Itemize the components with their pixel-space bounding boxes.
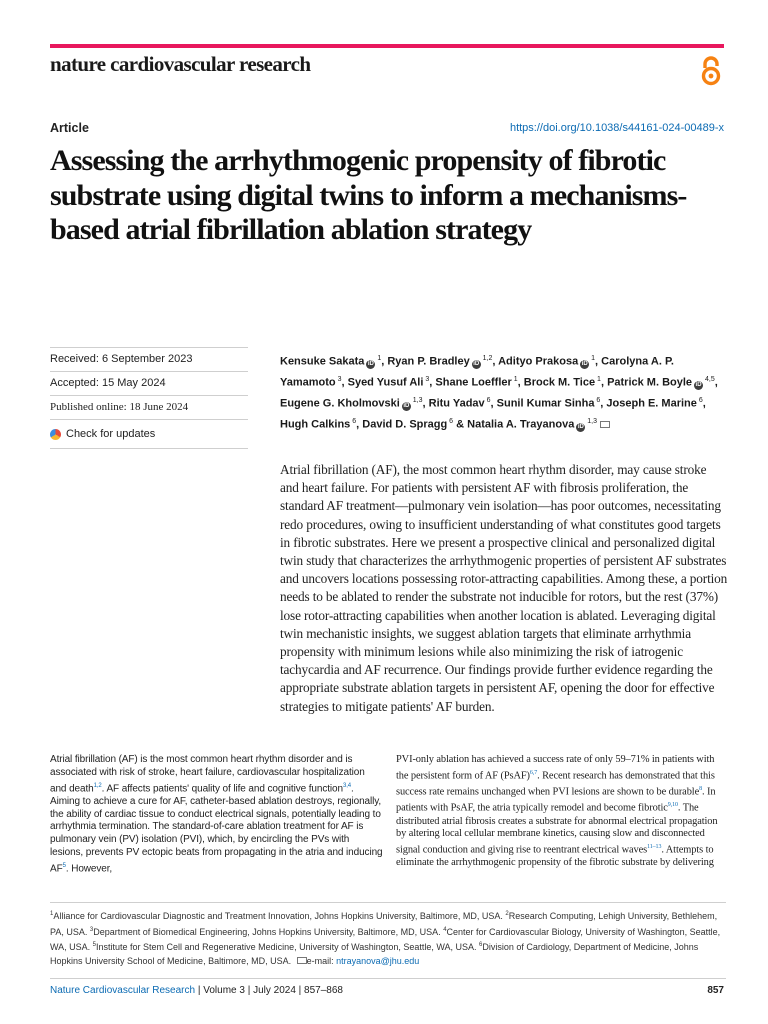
accepted-date: Accepted: 15 May 2024 bbox=[50, 372, 248, 396]
affiliations-divider bbox=[50, 902, 726, 903]
reference-citation[interactable]: 2 bbox=[505, 911, 509, 917]
reference-citation[interactable]: 6 bbox=[479, 942, 483, 949]
author-affiliation-ref: 6 bbox=[696, 396, 703, 404]
author-name[interactable]: Shane Loeffler bbox=[435, 376, 512, 389]
reference-citation[interactable]: 9,10 bbox=[667, 802, 678, 809]
reference-citation[interactable]: 5 bbox=[62, 862, 66, 869]
footer-citation bbox=[50, 985, 343, 996]
received-date: Received: 6 September 2023 bbox=[50, 347, 248, 372]
author-name[interactable]: Eugene G. Kholmovski bbox=[280, 397, 400, 410]
author-name[interactable]: Hugh Calkins bbox=[280, 418, 351, 431]
publication-dates bbox=[50, 347, 248, 449]
author-affiliation-ref: 1,2 bbox=[480, 355, 493, 362]
author-affiliation-ref: 6 bbox=[350, 417, 357, 425]
article-title: Assessing the arrhythmogenic propensity of fibrotic substrate using digital twins to inform a mechanisms-based atrial fibrillation ablation strategy bbox=[50, 144, 687, 246]
author-name[interactable]: Joseph E. Marine bbox=[606, 397, 697, 410]
orcid-icon[interactable]: iD bbox=[367, 360, 374, 367]
author-name[interactable]: Sunil Kumar Sinha bbox=[496, 397, 595, 410]
author-affiliation-ref: 1,3 bbox=[410, 396, 423, 404]
author-name[interactable]: Adityo Prakosa bbox=[498, 355, 579, 368]
body-text-left-column: Atrial fibrillation (AF) is the most common heart rhythm disorder and is associated with risk of stroke, heart failure, cardiovascular hospitalization and death$^{1,2}$. AF affects patients' quality of life and cognitive function$^{3,4}$. Aiming to achieve a cure for AF, catheter-based ablation destroys, regionally, the ability of cardiac tissue to conduct electrical signals, potentially leading to arrhythmia termination. The standard-of-care ablation treatment for AF is pulmonary vein (PV) isolation (PVI), which, by encircling the PVs with lesions, prevents PV ectopic beats from propagating in the atria and inducing $AF^5$. However, bbox=[50, 754, 383, 875]
reference-citation[interactable]: 4 bbox=[443, 926, 447, 933]
reference-citation[interactable]: 8 bbox=[699, 786, 702, 793]
author-list: Kensuke Sakata iD $^1$, Ryan P. Bradley iD $^{1,2}$, Adityo Prakosa iD $^1$, Carolyna A. P. Yamamoto $^3$, Syed Yusuf Ali $^3$, Shane Loeffler $^1$, Brock M. Tice $^1$, Patrick M. Boyle iD $^{4,5}$, Eugene G. Kholmovski iD $^{1,3}$, Ritu Yadav $^6$, Sunil Kumar Sinha $^6$, Joseph E. Marine $^6$, Hugh Calkins $^6$, David D. Spragg $^6$ & Natalia A. Trayanova iD $^{1,3}$ bbox=[280, 355, 718, 431]
orcid-icon[interactable]: iD bbox=[695, 381, 702, 388]
author-affiliation-ref: 3 bbox=[335, 375, 342, 383]
author-affiliation-ref: 1 bbox=[511, 375, 518, 383]
orcid-icon[interactable]: iD bbox=[403, 402, 410, 409]
published-date: Published online: 18 June 2024 bbox=[50, 396, 248, 420]
author-name[interactable]: Natalia A. Trayanova bbox=[467, 418, 575, 431]
check-updates-label: Check for updates bbox=[66, 428, 156, 440]
corresponding-email-link[interactable]: ntrayanova@jhu.edu bbox=[336, 955, 420, 966]
footer-journal-link[interactable]: Nature Cardiovascular Research bbox=[50, 985, 196, 996]
author-affiliation-ref: 4,5 bbox=[703, 375, 715, 383]
page-number: 857 bbox=[707, 985, 724, 996]
author-name[interactable]: Ritu Yadav bbox=[428, 397, 485, 410]
mail-icon bbox=[297, 957, 307, 964]
article-type-label: Article bbox=[50, 121, 89, 135]
check-for-updates-button[interactable] bbox=[50, 420, 248, 449]
reference-citation[interactable]: 1,2 bbox=[93, 782, 102, 789]
author-affiliation-ref: 3 bbox=[423, 375, 430, 383]
affiliations: $^1$Alliance for Cardiovascular Diagnostic and Treatment Innovation, Johns Hopkins University, Baltimore, MD, USA. $^2$Research Computing, Lehigh University, Bethlehem, PA, USA. $^3$Department of Biomedical Engineering, Johns Hopkins University, Baltimore, MD, USA. $^4$Center for Cardiovascular Biology, University of Washington, Seattle, WA, USA. $^5$Institute for Stem Cell and Regenerative Medicine, University of Washington, Seattle, WA, USA. $^6$Division of Cardiology, Department of Medicine, Johns Hopkins University School of Medicine, Baltimore, MD, USA. e-mail: ntrayanova@jhu.edu bbox=[50, 911, 721, 966]
author-affiliation-ref: 6 bbox=[484, 396, 491, 404]
author-name[interactable]: David D. Spragg bbox=[362, 418, 448, 431]
author-name[interactable]: Ryan P. Bradley bbox=[387, 355, 470, 368]
abstract: Atrial fibrillation (AF), the most common heart rhythm disorder, may cause stroke and heart failure. For patients with persistent AF with fibrosis proliferation, the standard AF treatment—pulmonary vein isolation—has poor outcomes, necessitating redo procedures, owing to insufficient understanding of what constitutes good targets in fibrotic substrates. Here we present a prospective clinical and personalized digital twin study that characterizes the arrhythmogenic properties of persistent AF substrates and uncovers locations possessing rotor-attracting capabilities. Among these, a portion needs to be ablated to render the substrate not inducible for rotors, but the rest (37%) lose rotor-attracting capabilities when another location is ablated. Leveraging digital twin mechanistic insights, we suggest ablation targets that eliminate arrhythmia propensity with minimum lesions while also minimizing the risk of iatrogenic tachycardia and AF recurrence. Our findings provide further evidence regarding the appropriate substrate ablation targets in persistent AF, opening the door for effective strategies to mitigate patients' AF burden. bbox=[280, 462, 728, 714]
author-name[interactable]: Syed Yusuf Ali bbox=[347, 376, 424, 389]
author-affiliation-ref: 1 bbox=[375, 355, 382, 362]
mail-icon[interactable] bbox=[600, 421, 610, 428]
header-accent-bar bbox=[50, 44, 724, 48]
author-affiliation-ref: 1,3 bbox=[585, 417, 598, 425]
reference-citation[interactable]: 3,4 bbox=[342, 782, 352, 789]
footer-divider bbox=[50, 978, 726, 979]
author-affiliation-ref: 1 bbox=[595, 375, 601, 383]
author-name[interactable]: Kensuke Sakata bbox=[280, 355, 365, 368]
reference-citation[interactable]: 5 bbox=[92, 942, 97, 949]
footer-issue: | Volume 3 | July 2024 | 857–868 bbox=[195, 985, 343, 996]
body-text-right-column: PVI-only ablation has achieved a success rate of only 59–71% in patients with the persistent form of AF (PsAF)$^{6,7}$. Recent research has demonstrated that this success rate remains unchanged when PVI lesions are shown to be durable$^8$. In patients with PsAF, the atria typically remodel and become fibrotic$^{9,10}$. The distributed atrial fibrosis creates a substrate for abnormal electrical propagation by altering local cellular membrane kinetics, causing slow and disconnected signal conduction and giving rise to reentrant electrical waves$^{11-13}$. Attempts to eliminate the arrhythmogenic propensity of the fibrotic substrate by delivering bbox=[396, 754, 718, 869]
reference-citation[interactable]: 6,7 bbox=[529, 769, 538, 776]
author-affiliation-ref: 1 bbox=[589, 355, 596, 362]
journal-name[interactable]: nature cardiovascular research bbox=[50, 52, 311, 76]
author-affiliation-ref: 6 bbox=[594, 396, 601, 404]
check-updates-icon bbox=[50, 429, 61, 440]
orcid-icon[interactable]: iD bbox=[473, 360, 480, 367]
reference-citation[interactable]: 11–13 bbox=[647, 844, 662, 851]
doi-link[interactable]: https://doi.org/10.1038/s44161-024-00489-x bbox=[509, 122, 724, 134]
reference-citation[interactable]: 1 bbox=[50, 911, 54, 917]
orcid-icon[interactable]: iD bbox=[581, 360, 588, 367]
author-name[interactable]: Patrick M. Boyle bbox=[607, 376, 693, 389]
author-affiliation-ref: 6 bbox=[447, 417, 454, 425]
open-access-icon bbox=[698, 56, 724, 86]
author-name[interactable]: Brock M. Tice bbox=[523, 376, 596, 389]
author-name[interactable]: Carolyna A. P. Yamamoto bbox=[280, 355, 674, 389]
orcid-icon[interactable]: iD bbox=[577, 423, 584, 430]
reference-citation[interactable]: 3 bbox=[89, 926, 94, 933]
